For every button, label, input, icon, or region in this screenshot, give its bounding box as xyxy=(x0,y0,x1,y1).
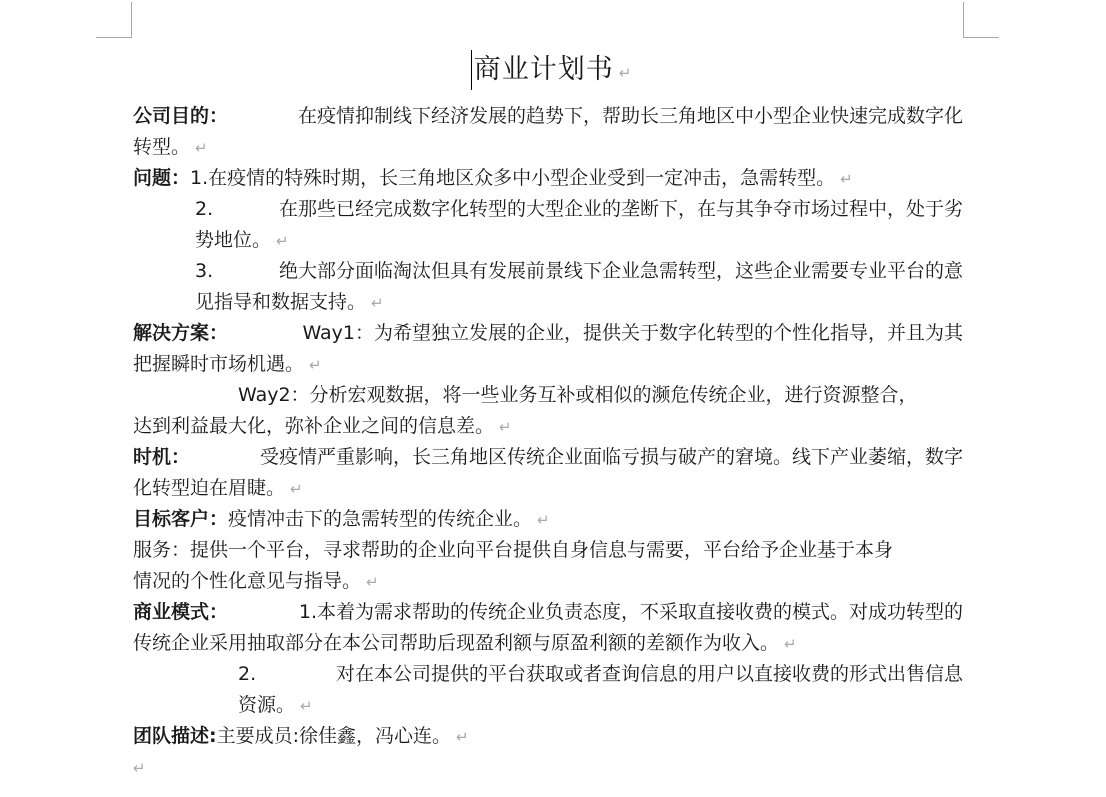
body-line xyxy=(133,597,963,628)
section-label: 时机： xyxy=(133,446,191,468)
line-text: 在那些已经完成数字化转型的大型企业的垄断下，在与其争夺市场过程中，处于劣 xyxy=(278,198,963,220)
section-label: 团队描述: xyxy=(133,725,217,747)
line-text: Way2：分析宏观数据，将一些业务互补或相似的濒危传统企业，进行资源整合， xyxy=(238,384,918,406)
line-text: 1.在疫情的特殊时期，长三角地区众多中小型企业受到一定冲击，急需转型。 xyxy=(190,167,836,189)
list-number: 2. xyxy=(195,198,214,220)
body-line xyxy=(133,411,963,442)
body-line xyxy=(133,473,963,504)
paragraph-mark: ↵ xyxy=(618,64,633,82)
paragraph-mark: ↵ xyxy=(456,728,469,746)
list-number: 2. xyxy=(238,663,257,685)
text-cursor xyxy=(471,50,472,90)
paragraph-mark: ↵ xyxy=(290,480,303,498)
body-line xyxy=(133,163,963,194)
line-text: 势地位。 xyxy=(195,229,272,251)
page-corner-mark-top-left xyxy=(131,2,132,38)
line-text: 1.本着为需求帮助的传统企业负责态度，不采取直接收费的模式。对成功转型的 xyxy=(298,601,963,623)
paragraph-mark: ↵ xyxy=(784,635,797,653)
paragraph-mark: ↵ xyxy=(840,170,853,188)
line-text: 疫情冲击下的急需转型的传统企业。 xyxy=(228,508,533,530)
title-container xyxy=(0,50,1106,93)
line-text: 服务：提供一个平台，寻求帮助的企业向平台提供自身信息与需要，平台给予企业基于本身 xyxy=(133,539,894,561)
body-line xyxy=(133,628,963,659)
body-line xyxy=(133,752,963,783)
page-corner-mark-top-right xyxy=(963,37,999,38)
body-line xyxy=(133,442,963,473)
line-text: 化转型迫在眉睫。 xyxy=(133,477,286,499)
paragraph-mark: ↵ xyxy=(276,232,289,250)
section-label: 商业模式： xyxy=(133,601,229,623)
line-text: 把握瞬时市场机遇。 xyxy=(133,353,305,375)
paragraph-mark: ↵ xyxy=(537,511,550,529)
body-line xyxy=(133,721,963,752)
list-number: 3. xyxy=(195,260,214,282)
line-text: 传统企业采用抽取部分在本公司帮助后现盈利额与原盈利额的差额作为收入。 xyxy=(133,632,780,654)
body-line xyxy=(133,535,963,566)
body-line xyxy=(133,349,963,380)
page-corner-mark-top-right xyxy=(963,2,964,38)
line-text: 见指导和数据支持。 xyxy=(195,291,367,313)
line-text: 受疫情严重影响，长三角地区传统企业面临亏损与破产的窘境。线下产业萎缩，数字 xyxy=(259,446,963,468)
body-line xyxy=(133,690,963,721)
line-text: 情况的个性化意见与指导。 xyxy=(133,570,362,592)
paragraph-mark: ↵ xyxy=(195,139,208,157)
line-text: Way1：为希望独立发展的企业，提供关于数字化转型的个性化指导，并且为其 xyxy=(302,322,963,344)
line-text: 对在本公司提供的平台获取或者查询信息的用户以直接收费的形式出售信息 xyxy=(335,663,963,685)
title-text: 商业计划书 xyxy=(473,54,614,85)
paragraph-mark: ↵ xyxy=(371,294,384,312)
body-line xyxy=(133,287,963,318)
body-line xyxy=(133,318,963,349)
line-text: 达到利益最大化，弥补企业之间的信息差。 xyxy=(133,415,495,437)
line-text: 主要成员:徐佳鑫，冯心连。 xyxy=(216,725,452,747)
paragraph-mark: ↵ xyxy=(366,573,379,591)
paragraph-mark: ↵ xyxy=(133,759,146,777)
section-label: 问题： xyxy=(133,167,191,189)
line-text: 在疫情抑制线下经济发展的趋势下，帮助长三角地区中小型企业快速完成数字化 xyxy=(297,105,963,127)
document-title[interactable] xyxy=(474,50,633,93)
section-label: 解决方案： xyxy=(133,322,229,344)
paragraph-mark: ↵ xyxy=(309,356,322,374)
body-line xyxy=(133,225,963,256)
document-body[interactable] xyxy=(133,101,963,783)
page-corner-mark-top-left xyxy=(96,37,132,38)
body-line xyxy=(133,101,963,132)
body-line xyxy=(133,659,963,690)
paragraph-mark: ↵ xyxy=(300,697,313,715)
body-line xyxy=(133,566,963,597)
line-text: 绝大部分面临淘汰但具有发展前景线下企业急需转型，这些企业需要专业平台的意 xyxy=(278,260,963,282)
body-line xyxy=(133,380,963,411)
paragraph-mark: ↵ xyxy=(499,418,512,436)
section-label: 公司目的： xyxy=(133,105,229,127)
body-line xyxy=(133,256,963,287)
section-label: 目标客户： xyxy=(133,508,229,530)
body-line xyxy=(133,194,963,225)
body-line xyxy=(133,132,963,163)
body-line xyxy=(133,504,963,535)
line-text: 转型。 xyxy=(133,136,191,158)
line-text: 资源。 xyxy=(238,694,296,716)
